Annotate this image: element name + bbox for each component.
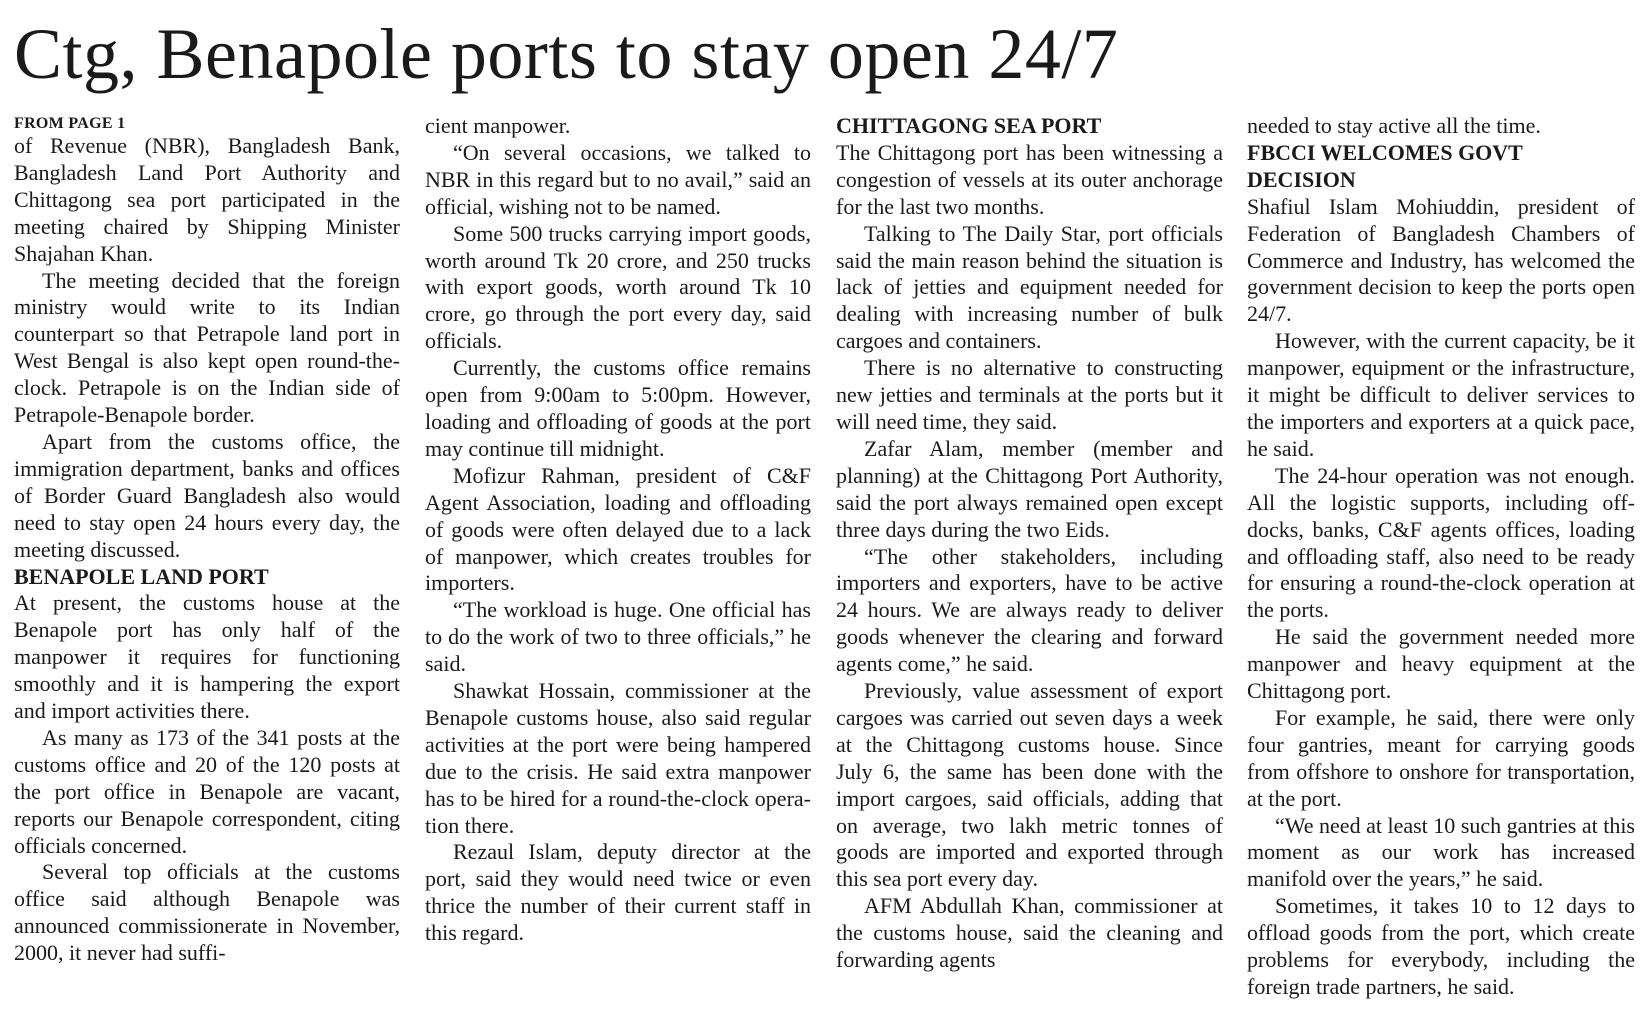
paragraph: AFM Abdullah Khan, commissioner at the customs house, said the cleaning and forwarding agents <box>836 893 1223 973</box>
paragraph: There is no alternative to constructing new jetties and terminals at the ports but it will need time, they said. <box>836 355 1223 434</box>
paragraph: The Chittagong port has been witnessing a congestion of vessels at its outer anchorage for the last two months. <box>836 139 1223 219</box>
paragraph: Shafiul Islam Mohiuddin, president of Federation of Bangladesh Chambers of Commerce and Industry, has welcomed the government decision to keep the ports open 24/7. <box>1247 193 1635 327</box>
paragraph: “On several occasions, we talked to NBR in this regard but to no avail,” said an official, wishing not to be named. <box>425 139 811 219</box>
paragraph: The 24-hour operation was not enough. All the logistic supports, including off-docks, banks, C&F agents offices, loading and offloading staff, also need to be ready for ensuring a round-the-clock operation at the ports. <box>1247 462 1635 623</box>
paragraph: At present, the customs house at the Benapole port has only half of the manpower it requires for functioning smoothly and it is hampering the export and import activities there. <box>14 590 400 724</box>
paragraph: “The workload is huge. One official has to do the work of two to three officials,” he said. <box>425 597 811 677</box>
paragraph: Several top officials at the customs office said although Benapole was announced commissionerate in November, 2000, it never had suffi- <box>14 859 400 966</box>
subhead-chittagong-sea-port: CHITTAGONG SEA PORT <box>836 113 1102 138</box>
paragraph: Talking to The Daily Star, port officials said the main reason behind the situation is lack of jetties and equipment needed for dealing with increasing number of bulk cargoes and containers. <box>836 220 1223 354</box>
paragraph: For example, he said, there were only four gantries, meant for carrying goods from offshore to onshore for transportation, at the port. <box>1247 704 1635 811</box>
paragraph: needed to stay active all the time. <box>1247 113 1541 138</box>
paragraph: However, with the current capacity, be it manpower, equipment or the infrastructure, it might be difficult to deliver services to the importers and exporters at a quick pace, he said. <box>1247 328 1635 461</box>
article-column-4 <box>1247 113 1635 1036</box>
article-column-1 <box>14 113 400 1036</box>
paragraph: Mofizur Rahman, president of C&F Agent Association, loading and offloading of goods were often delayed due to a lack of manpower, which creates troubles for importers. <box>425 462 811 596</box>
article-column-3 <box>836 113 1223 1036</box>
subhead-fbcci-welcomes: FBCCI WELCOMES GOVT DECISION <box>1247 139 1523 192</box>
paragraph: Currently, the customs office remains open from 9:00am to 5:00pm. However, loading and offloading of goods at the port may continue till midnight. <box>425 355 811 461</box>
paragraph: The meeting decided that the foreign ministry would write to its Indian counterpart so that Petrapole land port in West Bengal is also kept open round-the-clock. Petrapole is on the Indian side of Petrapole-Benapole border. <box>14 267 400 428</box>
paragraph: Previously, value assessment of export cargoes was carried out seven days a week at the Chittagong customs house. Since July 6, the same has been done with the import cargoes, said officials, adding that on average, two lakh metric tonnes of goods are imported and exported through this sea port every day. <box>836 678 1223 892</box>
paragraph: Some 500 trucks carrying import goods, worth around Tk 20 crore, and 250 trucks with export goods, worth around Tk 10 crore, go through the port every day, said officials. <box>425 220 811 354</box>
paragraph: “The other stakeholders, including importers and exporters, have to be active 24 hours. We are always ready to deliver goods whenever the clearing and forward agents come,” he said. <box>836 543 1223 677</box>
paragraph: As many as 173 of the 341 posts at the customs office and 20 of the 120 posts at the port office in Benapole are vacant, reports our Benapole correspondent, citing officials concerned. <box>14 724 400 858</box>
paragraph: Sometimes, it takes 10 to 12 days to offload goods from the port, which create problems for everybody, including the foreign trade partners, he said. <box>1247 893 1635 999</box>
paragraph: Rezaul Islam, deputy director at the port, said they would need twice or even thrice the number of their current staff in this regard. <box>425 839 811 946</box>
paragraph: “We need at least 10 such gantries at this moment as our work has increased manifold over the years,” he said. <box>1247 812 1635 892</box>
article-column-2 <box>425 113 811 1036</box>
paragraph: Apart from the customs office, the immigration department, banks and offices of Border Guard Bangladesh also would need to stay open 24 hours every day, the meeting discussed. <box>14 428 400 562</box>
subhead-benapole-land-port: BENAPOLE LAND PORT <box>14 563 269 589</box>
paragraph: Zafar Alam, member (member and planning) at the Chittagong Port Authority, said the port always remained open except three days during the two Eids. <box>836 435 1223 542</box>
paragraph: cient manpower. <box>425 113 571 138</box>
paragraph: Shawkat Hossain, commissioner at the Benapole customs house, also said regular activities at the port were being hampered due to the crisis. He said extra manpower has to be hired for a round-the-clock operation there. <box>425 678 811 838</box>
paragraph: of Revenue (NBR), Bangladesh Bank, Bangladesh Land Port Authority and Chittagong sea port participated in the meeting chaired by Shipping Minister Shajahan Khan. <box>14 133 400 266</box>
jump-line: FROM PAGE 1 <box>14 115 126 132</box>
headline: Ctg, Benapole ports to stay open 24/7 <box>14 14 1119 94</box>
paragraph: He said the government needed more manpower and heavy equipment at the Chittagong port. <box>1247 624 1635 704</box>
